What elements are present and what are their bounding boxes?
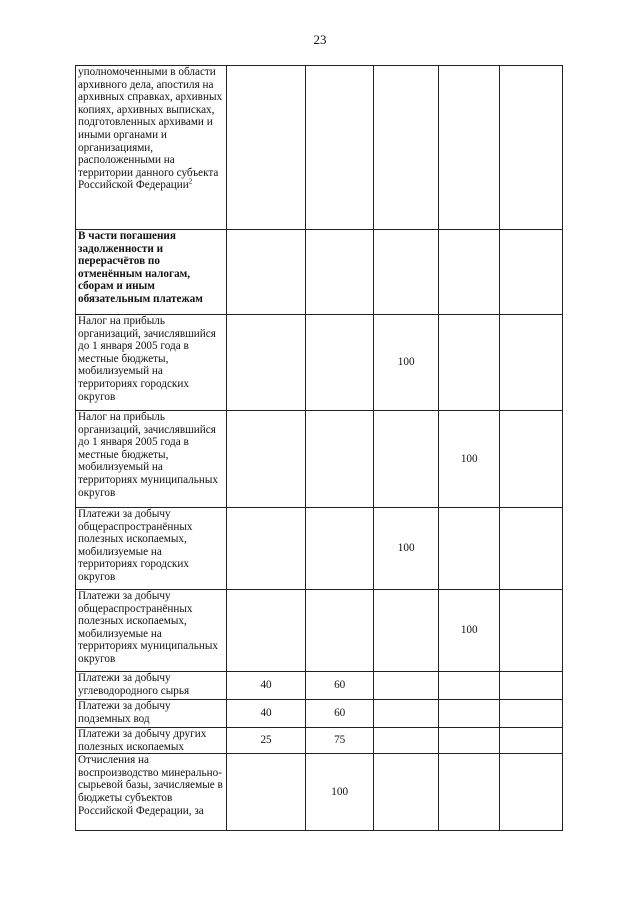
value-cell: 100 <box>438 590 500 672</box>
table-row <box>76 315 563 411</box>
page-number: 23 <box>313 32 327 47</box>
value-cell <box>227 230 306 315</box>
row-label-cell <box>76 672 227 700</box>
value-cell <box>374 700 439 728</box>
value-cell <box>500 315 563 411</box>
value-cell <box>438 66 500 230</box>
row-label-cell <box>76 590 227 672</box>
value-cell: 75 <box>305 728 374 754</box>
value-cell <box>500 754 563 831</box>
row-label-cell <box>76 315 227 411</box>
value-cell: 100 <box>374 315 439 411</box>
table-body <box>76 66 563 831</box>
value-cell <box>305 230 374 315</box>
table-row <box>76 508 563 590</box>
value-cell: 100 <box>374 508 439 590</box>
value-cell: 60 <box>305 672 374 700</box>
table-row <box>76 230 563 315</box>
value-cell <box>438 728 500 754</box>
value-cell <box>227 66 306 230</box>
table-row <box>76 728 563 754</box>
value-cell <box>500 411 563 508</box>
row-label-cell <box>76 508 227 590</box>
row-label-cell <box>76 728 227 754</box>
value-cell <box>374 230 439 315</box>
row-label: Платежи за добычу углеводородного сырья <box>78 672 190 697</box>
value-cell <box>305 411 374 508</box>
value-cell <box>438 315 500 411</box>
value-cell <box>374 728 439 754</box>
value-cell <box>500 700 563 728</box>
row-label: Налог на прибыль организаций, зачислявшийся до 1 января 2005 года в местные бюджеты, мобилизуемый на территориях муниципальных округов <box>78 411 218 499</box>
row-label: уполномоченными в области архивного дела, апостиля на архивных справках, архивных копиях, архивных выписках, подготовленных архивами и иными органами и организациями, расположенными на территории данного субъекта Российской Федерации <box>78 66 223 192</box>
value-cell: 100 <box>438 411 500 508</box>
value-cell <box>500 66 563 230</box>
value-cell <box>438 230 500 315</box>
value-cell <box>374 672 439 700</box>
value-cell <box>305 315 374 411</box>
value-cell <box>227 411 306 508</box>
value-cell <box>227 590 306 672</box>
value-cell <box>227 315 306 411</box>
table-row <box>76 700 563 728</box>
row-label-cell <box>76 700 227 728</box>
table-row <box>76 66 563 230</box>
row-label: Налог на прибыль организаций, зачислявшийся до 1 января 2005 года в местные бюджеты, мобилизуемый на территориях городских округов <box>78 315 216 403</box>
value-cell <box>500 728 563 754</box>
table-row <box>76 754 563 831</box>
row-label: В части погашения задолженности и перерасчётов по отменённым налогам, сборам и иным обязательным платежам <box>78 230 203 305</box>
value-cell <box>500 508 563 590</box>
value-cell <box>438 754 500 831</box>
row-label: Платежи за добычу общераспространённых полезных ископаемых, мобилизуемые на территориях городских округов <box>78 508 193 583</box>
value-cell: 100 <box>305 754 374 831</box>
row-label-cell <box>76 230 227 315</box>
row-label: Платежи за добычу общераспространённых полезных ископаемых, мобилизуемые на территориях муниципальных округов <box>78 590 218 665</box>
row-label: Платежи за добычу подземных вод <box>78 700 171 725</box>
value-cell <box>438 508 500 590</box>
value-cell <box>305 66 374 230</box>
revenue-distribution-table <box>75 65 563 831</box>
value-cell <box>305 508 374 590</box>
value-cell: 60 <box>305 700 374 728</box>
value-cell <box>227 754 306 831</box>
value-cell: 40 <box>227 700 306 728</box>
value-cell <box>500 590 563 672</box>
value-cell: 25 <box>227 728 306 754</box>
row-label-cell <box>76 411 227 508</box>
value-cell <box>374 411 439 508</box>
value-cell <box>374 66 439 230</box>
table-row <box>76 590 563 672</box>
value-cell <box>500 672 563 700</box>
value-cell <box>227 508 306 590</box>
row-label: Платежи за добычу других полезных ископаемых <box>78 728 207 753</box>
value-cell <box>438 672 500 700</box>
value-cell <box>374 754 439 831</box>
value-cell <box>500 230 563 315</box>
row-label-cell <box>76 66 227 230</box>
row-label-cell <box>76 754 227 831</box>
value-cell: 40 <box>227 672 306 700</box>
value-cell <box>305 590 374 672</box>
table-row <box>76 411 563 508</box>
table-row <box>76 672 563 700</box>
footnote-marker: 2 <box>188 177 193 186</box>
row-label: Отчисления на воспроизводство минерально-сырьевой базы, зачисляемые в бюджеты субъектов Российской Федерации, за <box>78 754 223 817</box>
value-cell <box>374 590 439 672</box>
value-cell <box>438 700 500 728</box>
